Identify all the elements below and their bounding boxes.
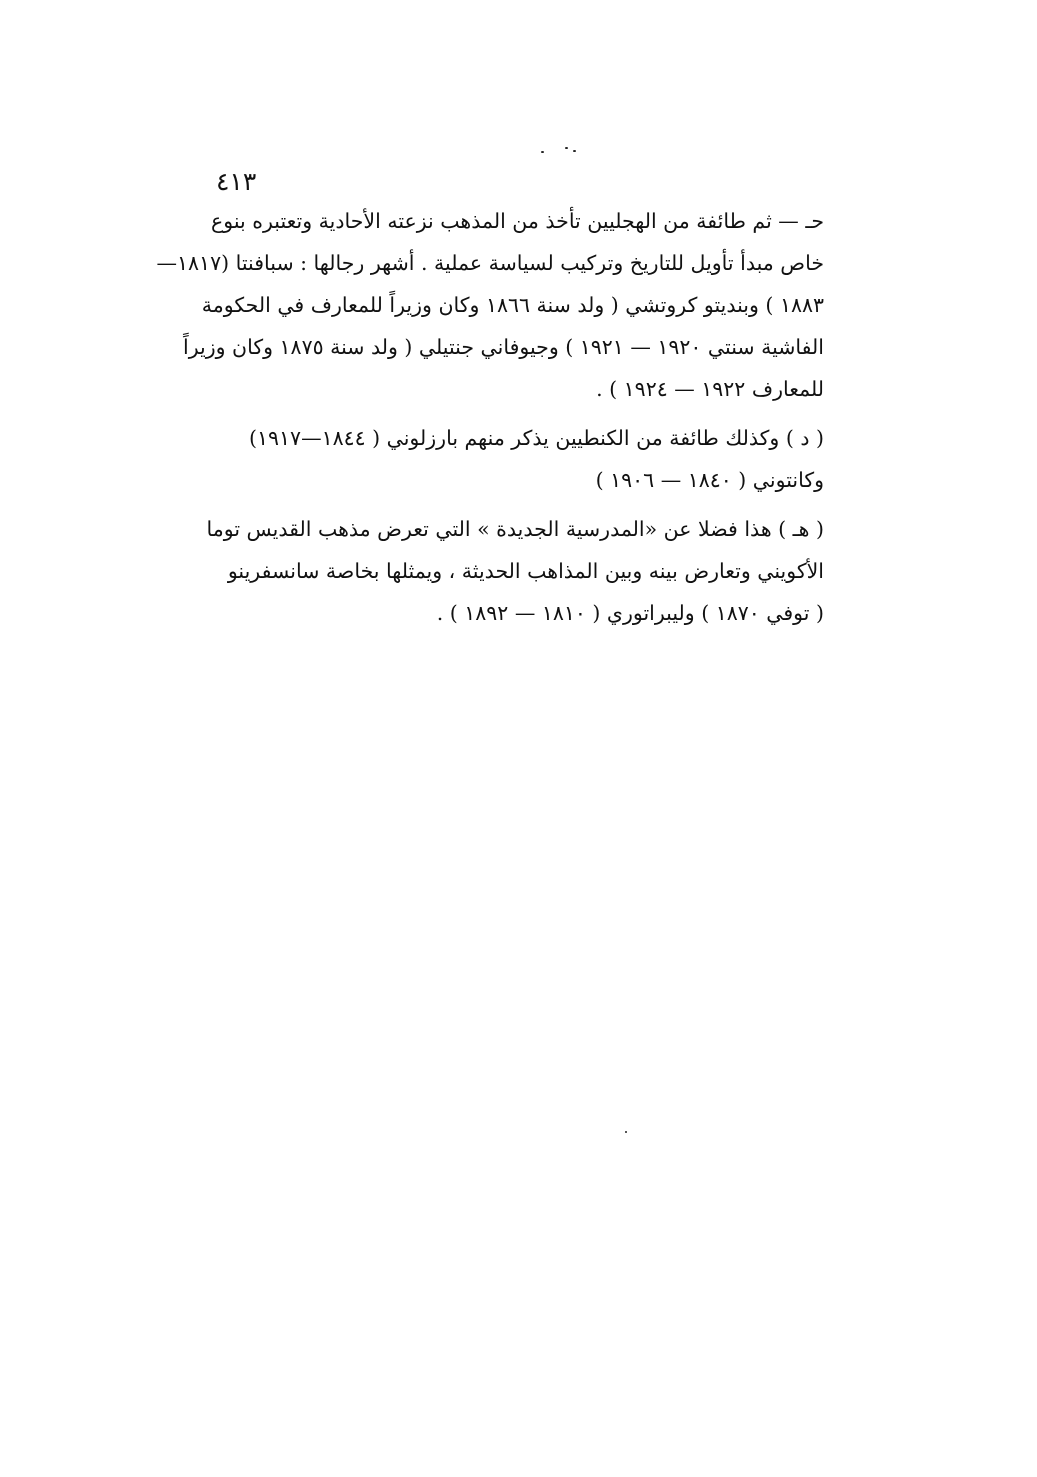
scan-speck	[541, 151, 544, 153]
text-line: خاص مبدأ تأويل للتاريخ وتركيب لسياسة عملية . أشهر رجالها : سبافنتا (١٨١٧—	[156, 251, 824, 275]
paragraph-hegelians	[156, 200, 824, 410]
text-line: حـ — ثم طائفة من الهجليين تأخذ من المذهب نزعته الأحادية وتعتبره بنوع	[211, 209, 824, 233]
paragraph-neo-scholastics	[206, 508, 824, 634]
text-line: ( توفي ١٨٧٠ ) وليبراتوري ( ١٨١٠ — ١٨٩٢ ) .	[436, 601, 824, 625]
text-line: ( د ) وكذلك طائفة من الكنطيين يذكر منهم بارزلوني ( ١٨٤٤—١٩١٧)	[249, 426, 824, 450]
text-line: الأكويني وتعارض بينه وبين المذاهب الحديثة ، ويمثلها بخاصة سانسفرينو	[227, 559, 824, 583]
text-line: للمعارف ١٩٢٢ — ١٩٢٤ ) .	[596, 377, 824, 401]
text-line: الفاشية سنتي ١٩٢٠ — ١٩٢١ ) وجيوفاني جنتيلي ( ولد سنة ١٨٧٥ وكان وزيراً	[183, 335, 824, 359]
text-line: وكانتوني ( ١٨٤٠ — ١٩٠٦ )	[595, 468, 824, 492]
text-line: ١٨٨٣ ) وبنديتو كروتشي ( ولد سنة ١٨٦٦ وكان وزيراً للمعارف في الحكومة	[201, 293, 824, 317]
text-line: ( هـ ) هذا فضلا عن «المدرسية الجديدة » التي تعرض مذهب القديس توما	[206, 517, 824, 541]
scan-speck	[573, 150, 576, 152]
body-text	[156, 200, 824, 634]
scan-speck	[625, 1131, 627, 1133]
page-number: ٤١٣	[216, 167, 257, 196]
scan-speck	[565, 147, 568, 149]
paragraph-kantians	[212, 417, 824, 501]
